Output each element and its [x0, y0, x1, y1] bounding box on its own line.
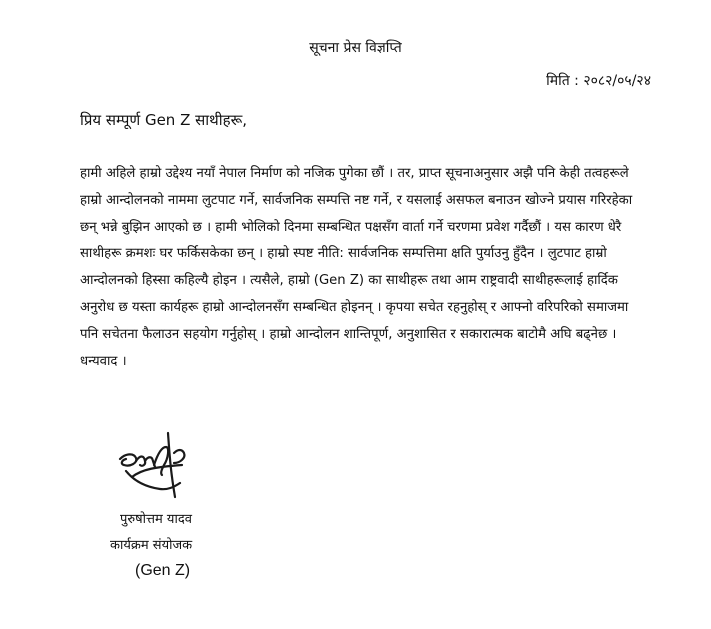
handwritten-signature — [112, 425, 197, 505]
body-line: आन्दोलनको हिस्सा कहिल्यै होइन । त्यसैले, हाम्रो (Gen Z) का साथीहरू तथा आम राष्ट्रवादी साथीहरूलाई हार्दिक — [80, 273, 618, 289]
signer-name: पुरुषोत्तम यादव — [120, 512, 192, 527]
body-line: हाम्रो आन्दोलनको नाममा लुटपाट गर्ने, सार्वजनिक सम्पत्ति नष्ट गर्ने, र यसलाई असफल बनाउन खोज्ने प्रयास गरिरहेका — [80, 192, 633, 208]
body-line: पनि सचेतना फैलाउन सहयोग गर्नुहोस् । हाम्रो आन्दोलन शान्तिपूर्ण, अनुशासित र सकारात्मक बाटोमै अघि बढ्नेछ । — [80, 326, 617, 342]
body-line: हामी अहिले हाम्रो उद्देश्य नयाँ नेपाल निर्माण को नजिक पुगेका छौं । तर, प्राप्त सूचनाअनुसार अझै पनि केही तत्वहरूले — [80, 166, 629, 181]
salutation: प्रिय सम्पूर्ण Gen Z साथीहरू, — [80, 111, 248, 129]
notice-body — [80, 161, 670, 375]
body-line: छन् भन्ने बुझिन आएको छ । हामी भोलिको दिनमा सम्बन्धित पक्षसँग वार्ता गर्ने चरणमा प्रवेश गर्दैछौं । यस कारण धेरै — [80, 219, 622, 235]
signer-role: कार्यक्रम संयोजक — [110, 538, 193, 553]
signer-organization: (Gen Z) — [135, 562, 191, 579]
body-line: धन्यवाद । — [80, 353, 127, 369]
body-line: अनुरोध छ यस्ता कार्यहरू हाम्रो आन्दोलनसँग सम्बन्धित होइनन् । कृपया सचेत रहनुहोस् र आफ्नो वरिपरिको समाजमा — [80, 299, 629, 315]
document-title: सूचना प्रेस विज्ञप्ति — [309, 40, 402, 56]
body-line: साथीहरू क्रमशः घर फर्किसकेका छन् । हाम्रो स्पष्ट नीति: सार्वजनिक सम्पत्तिमा क्षति पुर्याउनु हुँदैन । लुटपाट हाम्रो — [80, 246, 607, 262]
document-date: मिति : २०८२/०५/२४ — [546, 73, 651, 89]
